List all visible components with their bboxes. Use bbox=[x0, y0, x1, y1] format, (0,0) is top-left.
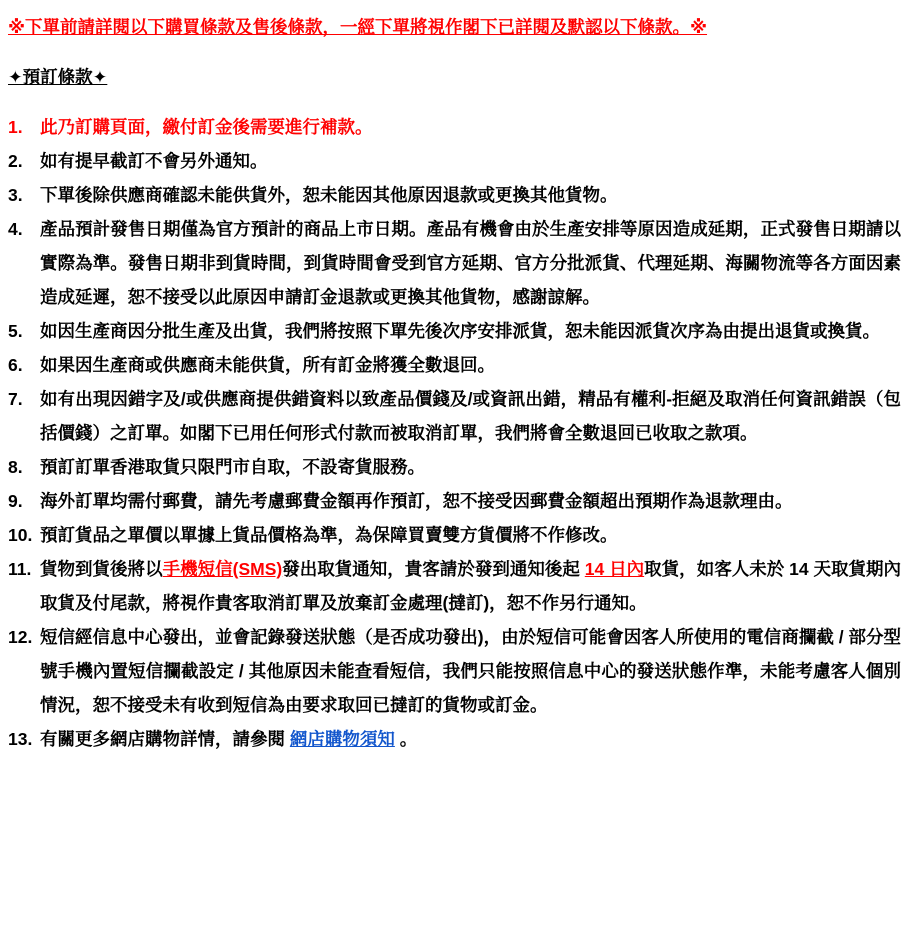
term-text bbox=[40, 178, 901, 212]
terms-list bbox=[8, 110, 901, 756]
term-text bbox=[40, 484, 901, 518]
section-heading-preorder-terms: ✦預訂條款✦ bbox=[8, 67, 108, 87]
term-text bbox=[40, 620, 901, 722]
term-text bbox=[40, 212, 901, 314]
term-text-segment: 下單後除供應商確認未能供貨外，恕未能因其他原因退款或更換其他貨物。 bbox=[40, 185, 618, 205]
term-text-segment: 如有出現因錯字及/或供應商提供錯資料以致產品價錢及/或資訊出錯，精品有權利-拒絕及取消任何資訊錯誤（包括價錢）之訂單。如閣下已用任何形式付款而被取消訂單，我們將會全數退回已收取之款項。 bbox=[40, 389, 901, 443]
term-item bbox=[8, 382, 901, 450]
page-title: ※下單前請詳閱以下購買條款及售後條款，一經下單將視作閣下已詳閱及默認以下條款。※ bbox=[8, 17, 708, 37]
term-text-segment: 如因生產商因分批生產及出貨，我們將按照下單先後次序安排派貨，恕未能因派貨次序為由提出退貨或換貨。 bbox=[40, 321, 880, 341]
term-item bbox=[8, 518, 901, 552]
term-text bbox=[40, 552, 901, 620]
term-number: 4. bbox=[8, 219, 23, 239]
term-number: 7. bbox=[8, 389, 23, 409]
term-number: 12. bbox=[8, 627, 33, 647]
term-number: 13. bbox=[8, 729, 33, 749]
term-item bbox=[8, 552, 901, 620]
term-item bbox=[8, 212, 901, 314]
term-text-segment: 預訂訂單香港取貨只限門市自取，不設寄貨服務。 bbox=[40, 457, 425, 477]
term-text-segment: 海外訂單均需付郵費，請先考慮郵費金額再作預訂，恕不接受因郵費金額超出預期作為退款理由。 bbox=[40, 491, 793, 511]
term-text-segment: 如果因生產商或供應商未能供貨，所有訂金將獲全數退回。 bbox=[40, 355, 495, 375]
term-number: 6. bbox=[8, 355, 23, 375]
term-text-segment: 發出取貨通知，貴客請於發到通知後起 bbox=[282, 559, 585, 579]
term-text-segment: 預訂貨品之單價以單據上貨品價格為準，為保障買賣雙方貨價將不作修改。 bbox=[40, 525, 618, 545]
term-text bbox=[40, 518, 901, 552]
term-text bbox=[40, 450, 901, 484]
term-number: 11. bbox=[8, 559, 32, 579]
term-item bbox=[8, 620, 901, 722]
term-item bbox=[8, 450, 901, 484]
term-text-segment: 如有提早截訂不會另外通知。 bbox=[40, 151, 268, 171]
term-number: 8. bbox=[8, 457, 23, 477]
term-number: 3. bbox=[8, 185, 23, 205]
term-item bbox=[8, 178, 901, 212]
term-text-segment: 貨物到貨後將以 bbox=[40, 559, 163, 579]
term-number: 2. bbox=[8, 151, 23, 171]
term-item bbox=[8, 348, 901, 382]
term-item bbox=[8, 484, 901, 518]
term-text-segment: 手機短信(SMS) bbox=[162, 559, 283, 579]
term-text bbox=[40, 110, 901, 144]
term-text-segment: 。 bbox=[394, 729, 418, 749]
term-text-segment: 產品預計發售日期僅為官方預計的商品上市日期。產品有機會由於生產安排等原因造成延期，正式發售日期請以實際為準。發售日期非到貨時間，到貨時間會受到官方延期、官方分批派貨、代理延期、海關物流等各方面因素造成延遲，恕不接受以此原因申請訂金退款或更換其他貨物，感謝諒解。 bbox=[40, 219, 901, 307]
term-item bbox=[8, 110, 901, 144]
term-number: 10. bbox=[8, 525, 33, 545]
store-shopping-notice-link[interactable]: 網店購物須知 bbox=[289, 729, 395, 749]
term-text-segment: 此乃訂購頁面，繳付訂金後需要進行補款。 bbox=[40, 117, 373, 137]
term-text bbox=[40, 348, 901, 382]
term-text-segment: 14 日內 bbox=[584, 559, 645, 579]
term-text-segment: 取貨，如客人未於 14 天取貨期內取貨及付尾款，將視作貴客取消訂單及放棄訂金處理(撻訂)，恕不作另行通知。 bbox=[40, 559, 901, 613]
term-item bbox=[8, 144, 901, 178]
term-text bbox=[40, 722, 901, 756]
term-text bbox=[40, 144, 901, 178]
term-text-segment: 短信經信息中心發出，並會記錄發送狀態（是否成功發出)，由於短信可能會因客人所使用的電信商攔截 / 部分型號手機內置短信攔截設定 / 其他原因未能查看短信，我們只能按照信息中心的發送狀態作準，未能考慮客人個別情況，恕不接受未有收到短信為由要求取回已撻訂的貨物或訂金。 bbox=[40, 627, 901, 715]
term-text bbox=[40, 382, 901, 450]
term-text bbox=[40, 314, 901, 348]
term-number: 1. bbox=[8, 117, 23, 137]
term-text-segment: 有關更多網店購物詳情，請參閱 bbox=[40, 729, 290, 749]
term-number: 5. bbox=[8, 321, 23, 341]
term-item bbox=[8, 314, 901, 348]
term-number: 9. bbox=[8, 491, 23, 511]
term-item bbox=[8, 722, 901, 756]
